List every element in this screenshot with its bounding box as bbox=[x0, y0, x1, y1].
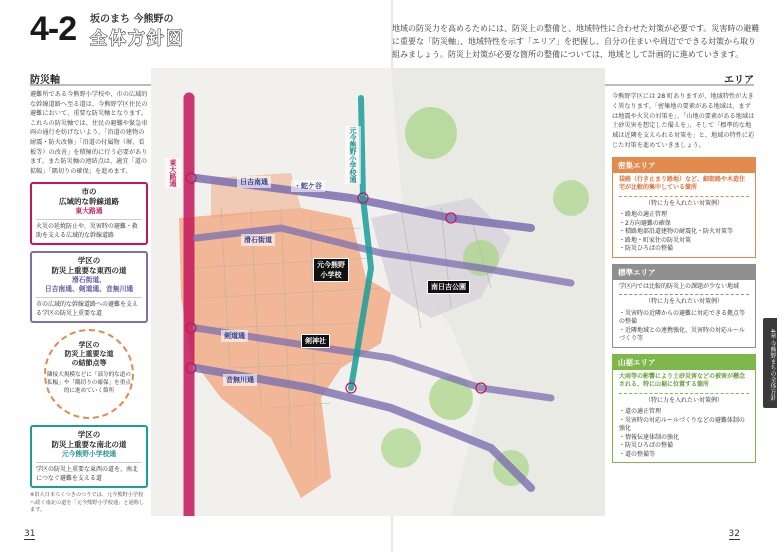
legend-desc-eastwest: 市の広域的な幹線道路への避難を支える学区の防災上重要な道 bbox=[36, 297, 142, 318]
label-hiyoshi-minami: 日吉南通 bbox=[237, 176, 271, 188]
label-nameishi: 滑石街道 bbox=[241, 234, 275, 246]
area-item: ・道の適正管理 bbox=[619, 408, 662, 416]
area-title-mountain: 山裾エリア bbox=[613, 355, 755, 370]
area-title-standard: 標準エリア bbox=[613, 265, 755, 280]
area-desc-standard: 学区内では比較的防災上の課題が少ない地域 bbox=[619, 282, 740, 290]
header-subtitle: 坂のまち 今熊野の bbox=[90, 14, 174, 25]
area-box-dense bbox=[612, 157, 756, 258]
area-desc-dense: 袋路（行き止まり路地）など、細街路や木造住宅が比較的集中している箇所 bbox=[619, 175, 746, 192]
label-moto-street: 元今熊野小学校通 bbox=[345, 126, 361, 184]
label-school: 元今熊野 小学校 bbox=[313, 258, 349, 282]
legend-title-northsouth: 学区の 防災上重要な南北の道 bbox=[51, 430, 127, 450]
area-box-mountain bbox=[612, 354, 756, 464]
legend-sub-arterial: 東大路通 bbox=[75, 207, 103, 216]
legend-sub-eastwest: 滑石街道、 日吉南通、剣道通、音無川通 bbox=[44, 276, 134, 294]
area-item: ・近隣地域との連携強化、災害時の対応ルールづくり等 bbox=[619, 326, 745, 343]
area-item: ・路地・町家住の防災対策 bbox=[619, 236, 692, 244]
legend-desc-northsouth: 学区の防災上重要な東西の道を、南北につなぐ避難を支える道 bbox=[36, 462, 142, 483]
label-higashioji: 東大路通 bbox=[165, 158, 181, 188]
axis-intro: 避難所である今熊野小学校や、市の広域的な幹線道路へ至る道は、今熊野学区住民の避難において、重要な防災軸となります。これらの防災軸では、住民の避難や緊急車両の通行を妨げないよう、「沿道の建物の耐震・防火改修」「沿道の付属物（塀、看板等）の改善」を積極的に行う必要があります。また防災軸の連結点は、適宜「道の拡幅」「隅切りの確保」を進めます。 bbox=[30, 91, 148, 175]
chapter-number: 4-2 bbox=[30, 10, 77, 48]
page-title: 全体方針図 bbox=[90, 29, 185, 49]
legend-box-arterial bbox=[30, 182, 148, 245]
map-graphic bbox=[151, 68, 605, 516]
area-item: ・防災ひろばの整備 bbox=[619, 245, 674, 253]
legend-title-junction: 学区の 防災上重要な道 の結節点等 bbox=[64, 341, 114, 368]
area-item: ・積路地部沿道建物の耐震化・防火対策等 bbox=[619, 228, 734, 236]
area-box-standard bbox=[612, 264, 756, 348]
mountain-area-4 bbox=[381, 428, 421, 468]
area-item: ・災害時の対応ルールづくりなどの避難体制の強化 bbox=[619, 416, 745, 433]
label-kendo: 剣道通 bbox=[221, 330, 248, 342]
mountain-area-5 bbox=[553, 180, 589, 216]
legend-circle-junction bbox=[44, 329, 134, 419]
legend-box-eastwest bbox=[30, 251, 148, 323]
legend-box-northsouth bbox=[30, 425, 148, 488]
section-header-area bbox=[604, 68, 754, 86]
legend-title-eastwest: 学区の 防災上重要な東西の道 bbox=[51, 256, 127, 276]
left-column bbox=[30, 90, 148, 515]
right-column bbox=[612, 92, 756, 463]
area-item: ・防災ひろばの整備 bbox=[619, 442, 674, 450]
district-map bbox=[151, 68, 605, 516]
label-shrine: 剣神社 bbox=[301, 334, 330, 348]
section-title-area: エリア bbox=[724, 75, 754, 86]
area-item: ・道の整備等 bbox=[619, 450, 656, 458]
legend-desc-junction: 隣接大規模などに「部分的な道の拡幅」や「隅切りの確保」を重点的に進めていく箇所 bbox=[47, 372, 131, 395]
chapter-side-tab[interactable]: 4章 今熊野まちの全体方針 bbox=[763, 318, 777, 408]
legend-desc-arterial: 火災の延焼防止や、災害時の避難・救助を支える広域的な幹線道路 bbox=[36, 219, 142, 240]
header-description: 地域の防災力を高めるためには、防災上の整備と、地域特性に合わせた対策が必要です。災害時の避難に重要な「防災軸」、地域特性を示す「エリア」を把握し、自分の住まいや周辺でできる対策から取り組みましょう。防災上対策が必要な箇所の整備については、地域として計画的に進めていきます。 bbox=[392, 24, 760, 59]
area-item: ・路地の適正管理 bbox=[619, 211, 668, 219]
mountain-area-1 bbox=[405, 107, 457, 159]
area-item: ・2方向避難の確保 bbox=[619, 219, 671, 227]
legend-sub-northsouth: 元今熊野小学校通 bbox=[61, 450, 117, 459]
area-key-standard: （特に力を入れたい対策例） bbox=[619, 294, 749, 307]
section-title-axis: 防災軸 bbox=[30, 75, 60, 86]
area-item: ・情報伝達体制の強化 bbox=[619, 433, 680, 441]
area-intro: 今熊野学区には 28 町ありますが、地域特性が大きく異なります。「密集地の要素がある地域は、まずは地震や火災の対策を」、「山地の要素がある地域は土砂災害を想定した備えを」、そして「標準的な地域は近隣を支えられる対策を」と、地域の特性に応じた対策を進めていきましょう。 bbox=[612, 93, 755, 149]
page-number-left: 31 bbox=[24, 529, 36, 539]
area-key-mountain: （特に力を入れたい対策例） bbox=[619, 393, 749, 406]
label-kaoru: ・蛇ケ谷 bbox=[291, 180, 325, 192]
area-desc-mountain: 大雨等の影響により土砂災害などの被害が懸念される、特に山裾に位置する箇所 bbox=[619, 372, 746, 389]
label-park: 南日吉公園 bbox=[427, 280, 470, 294]
area-item: ・災害時の近隣からの避難に対応できる拠点等の整備 bbox=[619, 309, 746, 326]
label-otonashi: 音無川通 bbox=[223, 374, 257, 386]
legend-title-arterial: 市の 広域的な幹線道路 bbox=[59, 187, 119, 207]
page-number-right: 32 bbox=[728, 529, 740, 539]
footnote: ※旧大日本ろくつきのつりでは、元今熊野小学校へ続く南北の道を「元今熊野小学校通」と通称します。 bbox=[30, 492, 145, 514]
area-title-dense: 密集エリア bbox=[613, 158, 755, 173]
area-key-dense: （特に力を入れたい対策例） bbox=[619, 196, 749, 209]
